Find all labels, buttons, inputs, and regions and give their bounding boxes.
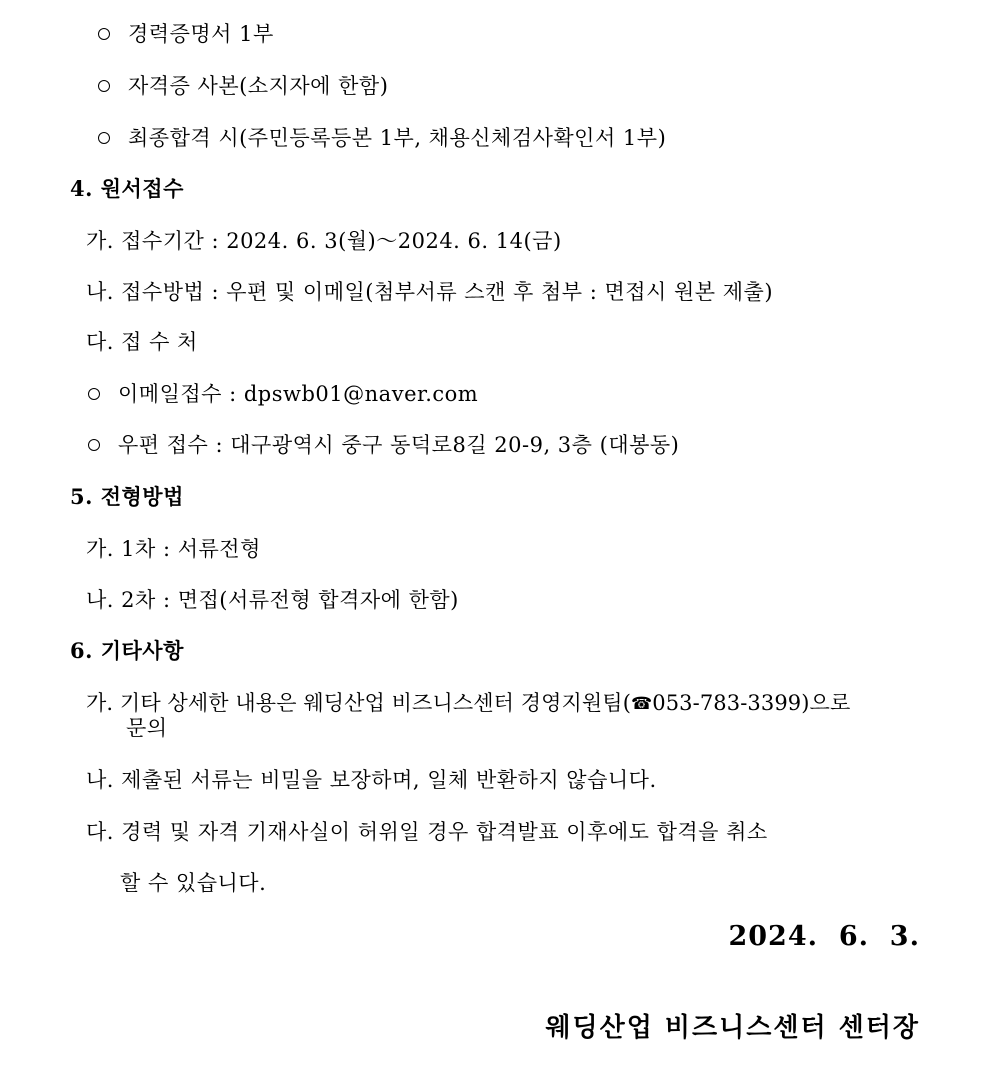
section-4-post — [88, 431, 679, 459]
section-5-second: 나. 2차 : 면접(서류전형 합격자에 한함) — [86, 588, 459, 612]
bullet-circle-icon — [98, 28, 110, 40]
section-4-period: 가. 접수기간 : 2024. 6. 3(월)～2024. 6. 14(금) — [86, 229, 562, 253]
contact-text: 가. 기타 상세한 내용은 웨딩산업 비즈니스센터 경영지원팀( — [86, 691, 631, 715]
section-4-place: 다. 접 수 처 — [86, 330, 198, 354]
bullet-circle-icon — [88, 388, 100, 400]
document-date: 2024. 6. 3. — [728, 921, 920, 952]
post-text: 우편 접수 : 대구광역시 중구 동덕로8길 20-9, 3층 (대봉동) — [118, 433, 680, 457]
section-6-confidential: 나. 제출된 서류는 비밀을 보장하며, 일체 반환하지 않습니다. — [86, 768, 657, 792]
section-4-method: 나. 접수방법 : 우편 및 이메일(첨부서류 스캔 후 첨부 : 면접시 원본 제출) — [86, 280, 774, 304]
section-5-first: 가. 1차 : 서류전형 — [86, 537, 261, 561]
signature-line: 웨딩산업 비즈니스센터 센터장 — [545, 1013, 920, 1043]
doc-item-license-copy — [98, 72, 388, 100]
section-5-heading: 5. 전형방법 — [70, 484, 184, 509]
doc-item-text: 자격증 사본(소지자에 한함) — [128, 74, 389, 98]
section-6-contact — [86, 689, 850, 718]
doc-item-final-pass — [98, 124, 666, 152]
doc-item-career-certificate — [98, 20, 274, 48]
section-6-heading: 6. 기타사항 — [70, 638, 184, 663]
contact-phone: 053-783-3399)으로 — [652, 691, 851, 715]
section-4-email — [88, 380, 478, 408]
section-6-contact-cont: 문의 — [126, 716, 168, 740]
section-6-false-info: 다. 경력 및 자격 기재사실이 허위일 경우 합격발표 이후에도 합격을 취소 — [86, 820, 768, 844]
doc-item-text: 경력증명서 1부 — [128, 22, 274, 46]
bullet-circle-icon — [98, 132, 110, 144]
bullet-circle-icon — [98, 80, 110, 92]
email-text: 이메일접수 : dpswb01@naver.com — [118, 382, 479, 406]
section-6-false-info-cont: 할 수 있습니다. — [120, 871, 267, 895]
bullet-circle-icon — [88, 439, 100, 451]
phone-icon: ☎ — [630, 694, 653, 714]
section-4-heading: 4. 원서접수 — [70, 176, 184, 201]
doc-item-text: 최종합격 시(주민등록등본 1부, 채용신체검사확인서 1부) — [128, 126, 667, 150]
